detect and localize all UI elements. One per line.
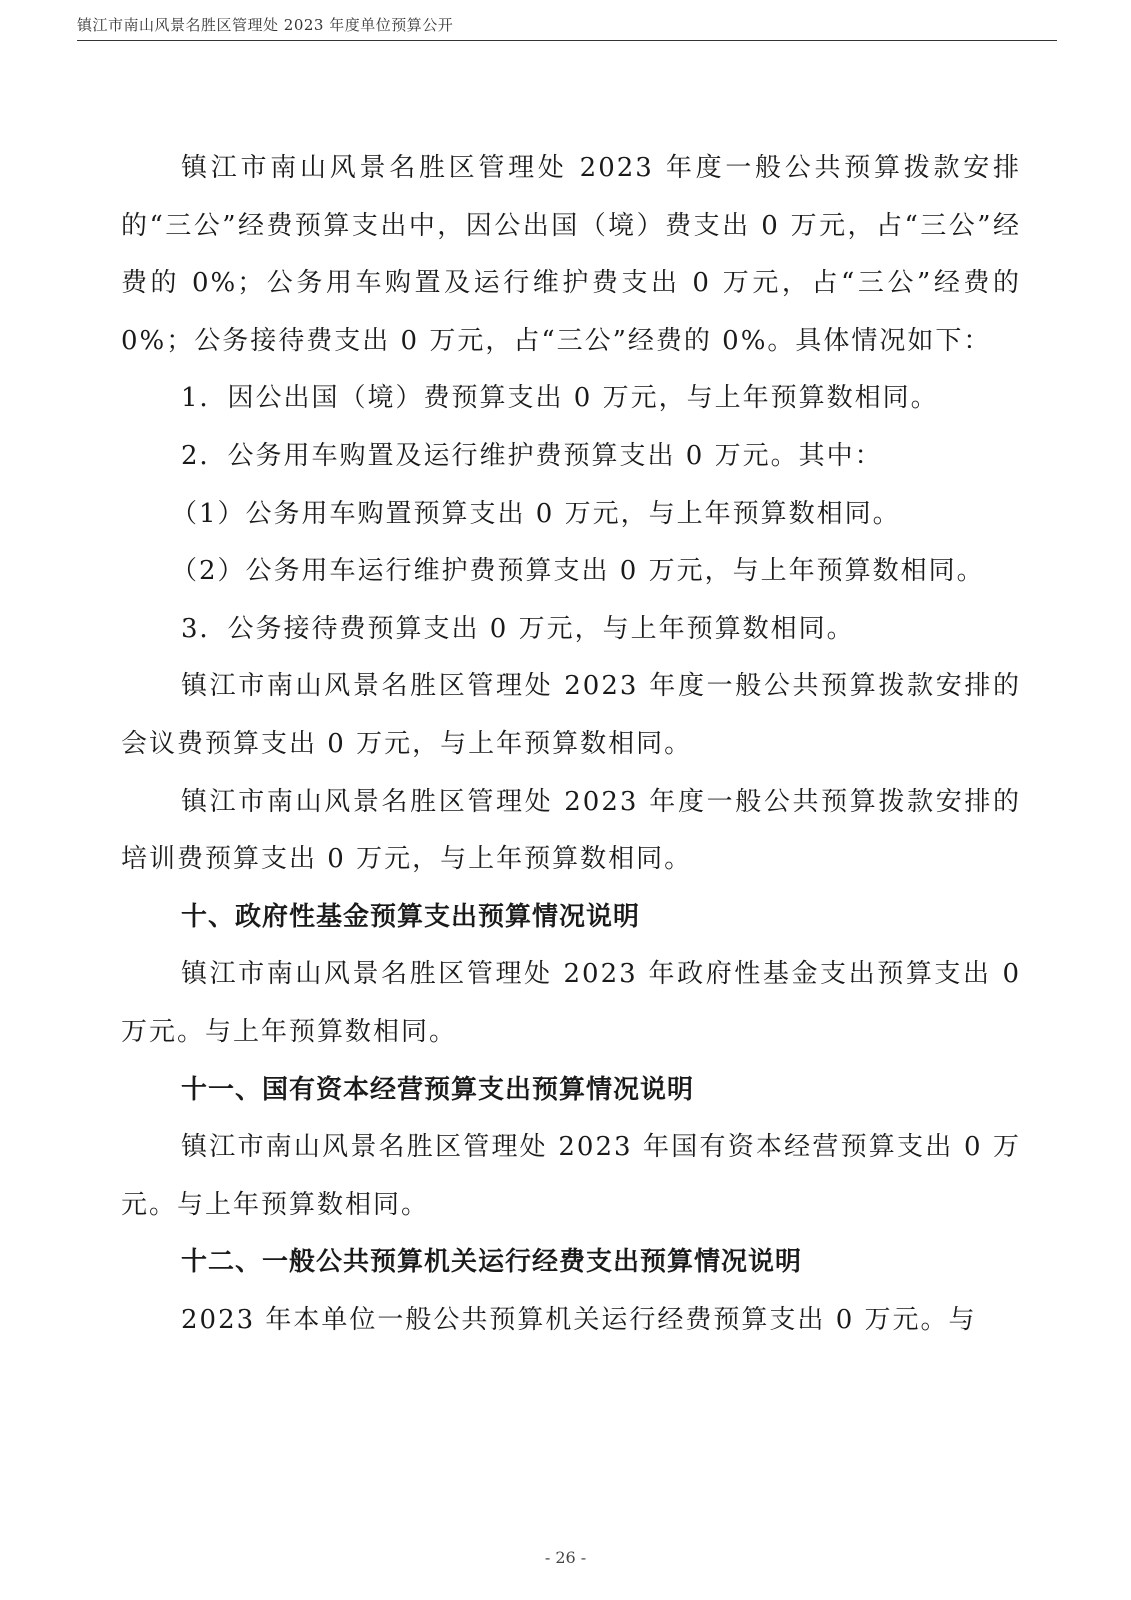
paragraph-meeting-fee: 镇江市南山风景名胜区管理处 2023 年度一般公共预算拨款安排的会议费预算支出 0 万元，与上年预算数相同。	[121, 671, 1021, 759]
paragraph-operating-expense: 2023 年本单位一般公共预算机关运行经费预算支出 0 万元。与	[181, 1304, 977, 1335]
paragraph-training-fee: 镇江市南山风景名胜区管理处 2023 年度一般公共预算拨款安排的培训费预算支出 0 万元，与上年预算数相同。	[121, 786, 1021, 875]
section-heading-12: 十二、一般公共预算机关运行经费支出预算情况说明	[181, 1247, 803, 1278]
paragraph-item-2-2: （2）公务用车运行维护费预算支出 0 万元，与上年预算数相同。	[171, 556, 985, 587]
paragraph-item-3: 3．公务接待费预算支出 0 万元，与上年预算数相同。	[181, 613, 855, 644]
header-divider	[77, 40, 1057, 41]
paragraph-government-fund: 镇江市南山风景名胜区管理处 2023 年政府性基金支出预算支出 0 万元。与上年预算数相同。	[121, 959, 1021, 1047]
paragraph-item-1: 1．因公出国（境）费预算支出 0 万元，与上年预算数相同。	[181, 383, 939, 414]
section-heading-11: 十一、国有资本经营预算支出预算情况说明	[181, 1074, 695, 1105]
paragraph-item-2-1: （1）公务用车购置预算支出 0 万元，与上年预算数相同。	[171, 498, 901, 529]
paragraph-three-public-overview: 镇江市南山风景名胜区管理处 2023 年度一般公共预算拨款安排的“三公”经费预算支出中，因公出国（境）费支出 0 万元，占“三公”经费的 0%；公务用车购置及运行维护费支出 0 万元，占“三公”经费的 0%；公务接待费支出 0 万元，占“三公”经费的 0%。具体情况如下：	[121, 153, 1021, 356]
section-heading-10: 十、政府性基金预算支出预算情况说明	[181, 901, 641, 932]
paragraph-state-capital: 镇江市南山风景名胜区管理处 2023 年国有资本经营预算支出 0 万元。与上年预算数相同。	[121, 1132, 1021, 1220]
document-body	[121, 140, 1021, 1349]
page-number: - 26 -	[544, 1548, 587, 1567]
running-header: 镇江市南山风景名胜区管理处 2023 年度单位预算公开	[77, 16, 454, 34]
paragraph-item-2: 2．公务用车购置及运行维护费预算支出 0 万元。其中：	[181, 440, 883, 471]
